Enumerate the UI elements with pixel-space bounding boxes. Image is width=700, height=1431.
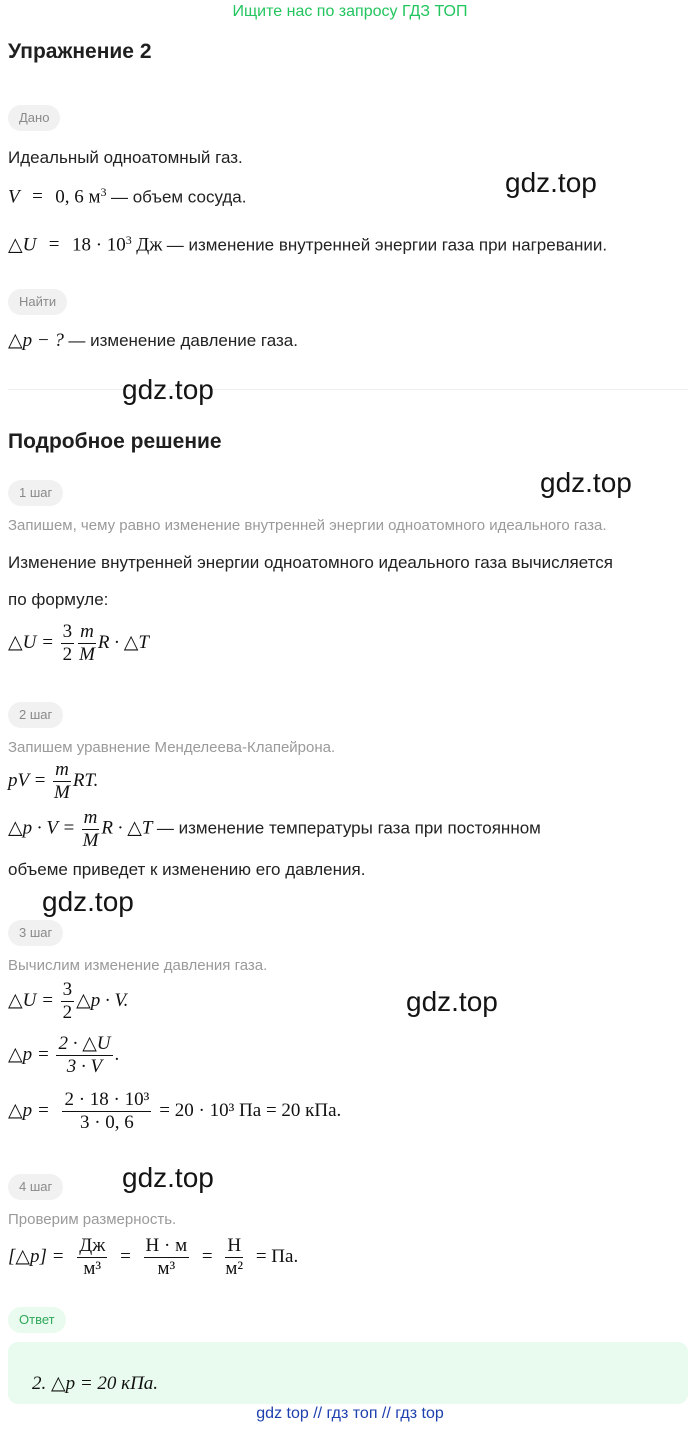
search-banner: Ищите нас по запросу ГДЗ ТОП	[232, 3, 468, 20]
step4-lhs: [△p] =	[8, 1245, 65, 1267]
frac-den: M	[79, 643, 95, 665]
answer-box	[8, 1342, 688, 1404]
step4-eq-b: =	[201, 1245, 213, 1267]
frac-num: 3	[62, 621, 73, 642]
frac-den: 3 · 0, 6	[79, 1111, 134, 1133]
frac-num: 2 · △U	[58, 1033, 111, 1054]
section-divider	[8, 389, 688, 390]
step4-frac-3	[225, 1236, 243, 1279]
find-expr: △p − ?	[8, 330, 64, 351]
frac-num: 3	[62, 979, 73, 1000]
frac-den: м³	[157, 1257, 176, 1279]
given-line-gas: Идеальный одноатомный газ.	[8, 148, 243, 167]
step2-eq2	[8, 808, 541, 851]
step2-eq2-rhs: R · △T	[101, 817, 153, 839]
energy-unit: Дж	[136, 234, 163, 256]
volume-value: 0, 6 м	[55, 186, 101, 208]
answer-text: 2. △p = 20 кПа.	[32, 1373, 159, 1394]
step3-eq2-lhs: △p =	[8, 1043, 50, 1065]
find-badge: Найти	[8, 289, 67, 315]
frac-num: 2 · 18 · 10³	[64, 1089, 150, 1110]
volume-symbol: V	[8, 186, 20, 208]
step2-text: объеме приведет к изменению его давления.	[8, 860, 366, 879]
step4-rhs: = Па.	[255, 1245, 299, 1267]
step1-text-1: Изменение внутренней энергии одноатомного идеального газа вычисляется	[8, 553, 613, 572]
frac-num: m	[55, 759, 69, 780]
watermark-2: gdz.top	[122, 374, 214, 405]
step3-eq3-frac	[62, 1090, 151, 1133]
step3-eq3	[8, 1090, 341, 1133]
energy-equals: =	[48, 234, 60, 256]
step1-frac-3-2	[61, 622, 75, 665]
step4-badge: 4 шаг	[8, 1174, 63, 1200]
find-line	[8, 329, 298, 352]
watermark-6: gdz.top	[122, 1162, 214, 1193]
frac-num: Н · м	[145, 1235, 188, 1256]
exercise-title: Упражнение 2	[8, 40, 152, 63]
frac-num: Дж	[79, 1235, 106, 1256]
watermark-5: gdz.top	[406, 986, 498, 1017]
frac-num: m	[80, 621, 94, 642]
step3-eq1-rhs: △p · V.	[76, 989, 129, 1011]
step4-frac-1	[77, 1236, 107, 1279]
step3-eq2	[8, 1034, 119, 1077]
step3-eq3-rhs: = 20 · 10³ Па = 20 кПа.	[159, 1099, 342, 1121]
find-desc: — изменение давление газа.	[68, 331, 298, 350]
frac-num: Н	[227, 1235, 242, 1256]
step3-eq1-lhs: △U =	[8, 989, 54, 1011]
step1-formula	[8, 622, 149, 665]
energy-value: 18 · 10	[71, 234, 126, 256]
step3-badge: 3 шаг	[8, 920, 63, 946]
frac-den: м²	[225, 1257, 244, 1279]
given-volume	[8, 185, 247, 208]
step2-badge: 2 шаг	[8, 702, 63, 728]
step1-lhs: △U =	[8, 631, 54, 653]
step1-badge: 1 шаг	[8, 480, 63, 506]
volume-desc: — объем сосуда.	[110, 187, 247, 207]
step3-eq2-end: .	[114, 1043, 120, 1065]
step2-eq1-lhs: pV =	[8, 769, 47, 791]
frac-num: m	[83, 807, 98, 828]
step4-eq-a: =	[120, 1245, 131, 1267]
given-energy	[8, 233, 607, 256]
answer-badge: Ответ	[8, 1307, 66, 1333]
step1-hint: Запишем, чему равно изменение внутренней энергии одноатомного идеального газа.	[8, 517, 607, 534]
frac-den: M	[82, 829, 99, 851]
step4-frac-2	[144, 1236, 190, 1279]
step1-text-2: по формуле:	[8, 590, 109, 609]
solution-title: Подробное решение	[8, 430, 222, 453]
step1-rhs: R · △T	[97, 631, 149, 653]
step4-hint: Проверим размерность.	[8, 1211, 177, 1228]
frac-den: м³	[83, 1257, 102, 1279]
watermark-3: gdz.top	[540, 467, 632, 498]
step2-eq2-lhs: △p · V =	[8, 817, 76, 839]
volume-exponent: 3	[100, 185, 107, 199]
step2-eq2-desc: — изменение температуры газа при постоянном	[156, 818, 541, 838]
step3-eq3-lhs: △p =	[8, 1099, 50, 1121]
frac-den: 2	[62, 643, 73, 665]
step4-units	[8, 1236, 298, 1279]
step1-frac-m-M	[78, 622, 96, 665]
step3-eq2-frac	[56, 1034, 112, 1077]
step2-eq2-frac	[82, 808, 100, 851]
step2-hint: Запишем уравнение Менделеева-Клапейрона.	[8, 739, 336, 756]
energy-exponent: 3	[125, 233, 132, 247]
energy-desc: — изменение внутренней энергии газа при нагревании.	[166, 235, 608, 255]
frac-den: 2	[62, 1001, 73, 1023]
watermark-1: gdz.top	[505, 167, 597, 198]
step3-eq1	[8, 980, 128, 1023]
step2-eq1	[8, 760, 98, 803]
volume-equals: =	[32, 186, 43, 208]
step3-eq1-frac	[61, 980, 75, 1023]
given-badge: Дано	[8, 105, 60, 131]
step2-eq1-rhs: RT.	[72, 769, 99, 791]
frac-den: M	[54, 781, 70, 803]
watermark-4: gdz.top	[42, 886, 134, 917]
energy-symbol: △U	[8, 234, 37, 256]
frac-den: 3 · V	[66, 1055, 103, 1077]
step2-eq1-frac	[53, 760, 71, 803]
footer-links: gdz top // гдз топ // гдз top	[256, 1405, 444, 1422]
step3-hint: Вычислим изменение давления газа.	[8, 957, 268, 974]
